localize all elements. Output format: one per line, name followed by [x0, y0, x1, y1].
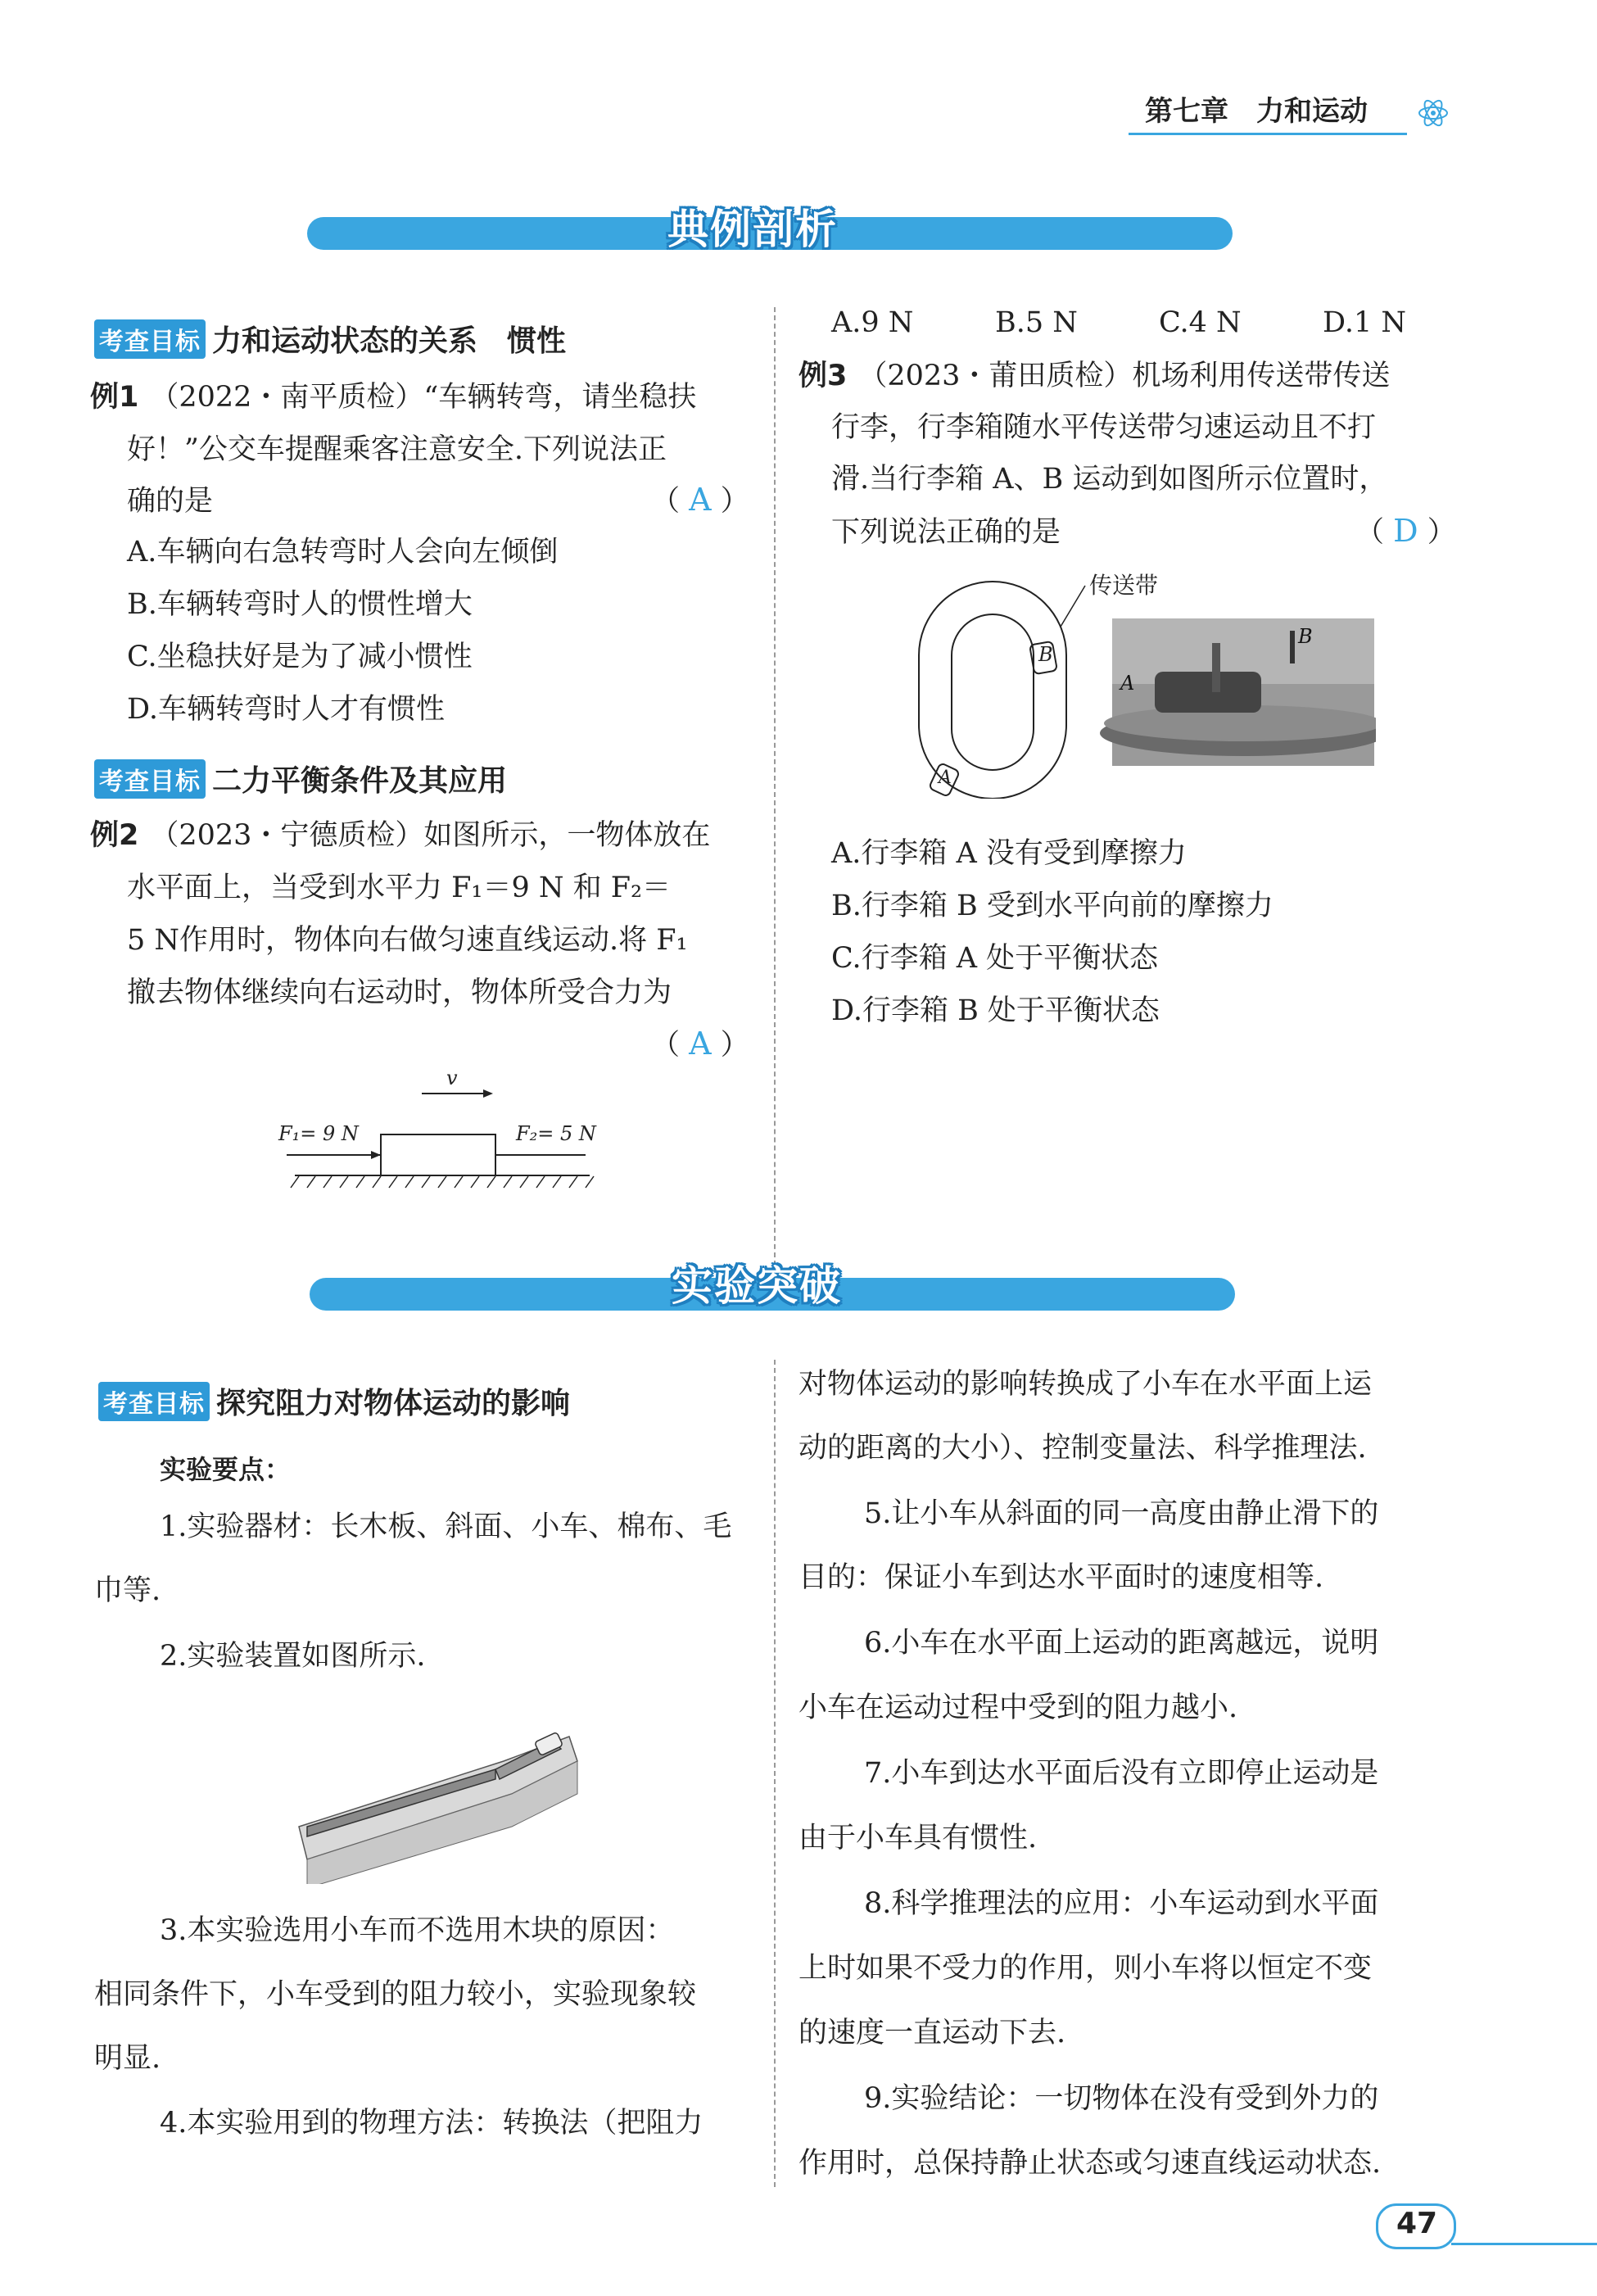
answer-bracket: （ A ）: [651, 482, 749, 518]
point-7-line-2: 由于小车具有惯性.: [798, 1822, 1038, 1854]
column-divider: [774, 1360, 776, 2187]
option-a: A.行李箱 A 没有受到摩擦力: [831, 837, 1187, 870]
force-f1-label: F₁= 9 N: [278, 1122, 359, 1145]
example-label: 例3: [798, 360, 848, 392]
example-3-line-4: 下列说法正确的是: [831, 516, 1061, 549]
points-title: 实验要点：: [160, 1454, 292, 1485]
example-label: 例1: [90, 381, 139, 414]
point-4-line-1: 4.本实验用到的物理方法：转换法（把阻力: [160, 2107, 703, 2140]
point-6-line-2: 小车在运动过程中受到的阻力越小.: [798, 1691, 1238, 1724]
option-d: D.1 N: [1323, 306, 1406, 339]
option-c: C.行李箱 A 处于平衡状态: [831, 942, 1159, 975]
option-c: C.4 N: [1159, 306, 1242, 339]
target-heading-2: [94, 758, 507, 799]
header-underline: [1129, 133, 1407, 135]
example-3-line-2: 行李，行李箱随水平传送带匀速运动且不打: [831, 411, 1377, 444]
point-3-line-3: 明显.: [94, 2042, 161, 2075]
box-b-label: B: [1038, 643, 1053, 666]
incline-apparatus-figure: [291, 1704, 586, 1884]
example-text: （2022・南平质检）“车辆转弯，请坐稳扶: [150, 381, 697, 414]
force-f2-label: F₂= 5 N: [516, 1122, 596, 1145]
point-5-line-1: 5.让小车从斜面的同一高度由静止滑下的: [864, 1497, 1379, 1530]
section-title-typical: 典例剖析: [667, 206, 838, 253]
option-b: B.车辆转弯时人的惯性增大: [127, 588, 473, 621]
example-2-line-2: 水平面上，当受到水平力 F₁＝9 N 和 F₂＝: [127, 872, 672, 904]
example-2-line-4: 撤去物体继续向右运动时，物体所受合力为: [127, 976, 672, 1009]
point-1-line-1: 1.实验器材：长木板、斜面、小车、棉布、毛: [160, 1510, 732, 1543]
velocity-label: v: [446, 1066, 458, 1089]
section-title-experiment: 实验突破: [672, 1262, 842, 1310]
example-3-line-1: [798, 358, 1390, 394]
point-4-line-2: 对物体运动的影响转换成了小车在水平面上运: [798, 1368, 1373, 1401]
point-5-line-2: 目的：保证小车到达水平面时的速度相等.: [798, 1561, 1324, 1594]
point-8-line-1: 8.科学推理法的应用：小车运动到水平面: [864, 1887, 1379, 1920]
option-a: A.9 N: [831, 306, 914, 339]
example-label: 例2: [90, 819, 139, 852]
target-title: 力和运动状态的关系 惯性: [212, 324, 567, 358]
answer: A: [689, 1026, 712, 1062]
chapter-header: 第七章 力和运动: [1145, 95, 1368, 128]
target-tag: 考查目标: [94, 759, 206, 799]
point-8-line-2: 上时如果不受力的作用，则小车将以恒定不变: [798, 1952, 1373, 1985]
target-title: 探究阻力对物体运动的影响: [216, 1387, 571, 1420]
point-1-line-2: 巾等.: [94, 1574, 161, 1607]
page-number: 47: [1396, 2207, 1438, 2240]
example-text: （2023・莆田质检）机场利用传送带传送: [858, 360, 1391, 392]
answer-bracket: （ A ）: [651, 1026, 749, 1062]
example-text: （2023・宁德质检）如图所示，一物体放在: [150, 819, 711, 852]
answer: D: [1393, 513, 1418, 549]
option-c: C.坐稳扶好是为了减小惯性: [127, 641, 473, 673]
example-1-line-1: [90, 379, 696, 415]
point-4-line-3: 动的距离的大小）、控制变量法、科学推理法.: [798, 1432, 1367, 1465]
example-1-line-2: 好！”公交车提醒乘客注意安全.下列说法正: [127, 433, 667, 466]
point-6-line-1: 6.小车在水平面上运动的距离越远，说明: [864, 1627, 1379, 1660]
example-3-line-3: 滑.当行李箱 A、B 运动到如图所示位置时，: [831, 463, 1388, 496]
photo-a-label: A: [1120, 672, 1135, 695]
target-title: 二力平衡条件及其应用: [212, 764, 508, 798]
target-tag: 考查目标: [94, 319, 206, 359]
point-3-line-2: 相同条件下，小车受到的阻力较小，实验现象较: [94, 1978, 697, 2011]
point-8-line-3: 的速度一直运动下去.: [798, 2017, 1066, 2049]
target-heading-1: [94, 318, 566, 360]
target-heading-3: [98, 1380, 570, 1422]
point-9-line-1: 9.实验结论：一切物体在没有受到外力的: [864, 2082, 1379, 2115]
point-2: 2.实验装置如图所示.: [160, 1640, 426, 1673]
option-a: A.车辆向右急转弯时人会向左倾倒: [127, 536, 559, 568]
conveyor-figure: [917, 569, 1376, 799]
box-a-label: A: [939, 768, 952, 788]
page-number-line: [1451, 2243, 1597, 2245]
option-b: B.5 N: [995, 306, 1078, 339]
example-1-line-3: 确的是: [127, 485, 214, 518]
conveyor-label: 传送带: [1089, 572, 1159, 599]
answer: A: [689, 482, 712, 518]
option-b: B.行李箱 B 受到水平向前的摩擦力: [831, 890, 1274, 922]
point-7-line-1: 7.小车到达水平面后没有立即停止运动是: [864, 1757, 1379, 1790]
example-2-line-3: 5 N作用时，物体向右做匀速直线运动.将 F₁: [127, 924, 688, 957]
photo-b-label: B: [1298, 625, 1313, 648]
column-divider: [774, 307, 776, 1266]
point-3-line-1: 3.本实验选用小车而不选用木块的原因：: [160, 1914, 675, 1947]
option-d: D.车辆转弯时人才有惯性: [127, 693, 445, 726]
option-d: D.行李箱 B 处于平衡状态: [831, 994, 1160, 1027]
point-9-line-2: 作用时，总保持静止状态或匀速直线运动状态.: [798, 2147, 1382, 2180]
atom-icon: [1417, 97, 1450, 133]
answer-bracket: （ D ）: [1355, 513, 1456, 549]
example-2-line-1: [90, 817, 710, 854]
force-diagram: [262, 1065, 606, 1196]
target-tag: 考查目标: [98, 1382, 210, 1421]
